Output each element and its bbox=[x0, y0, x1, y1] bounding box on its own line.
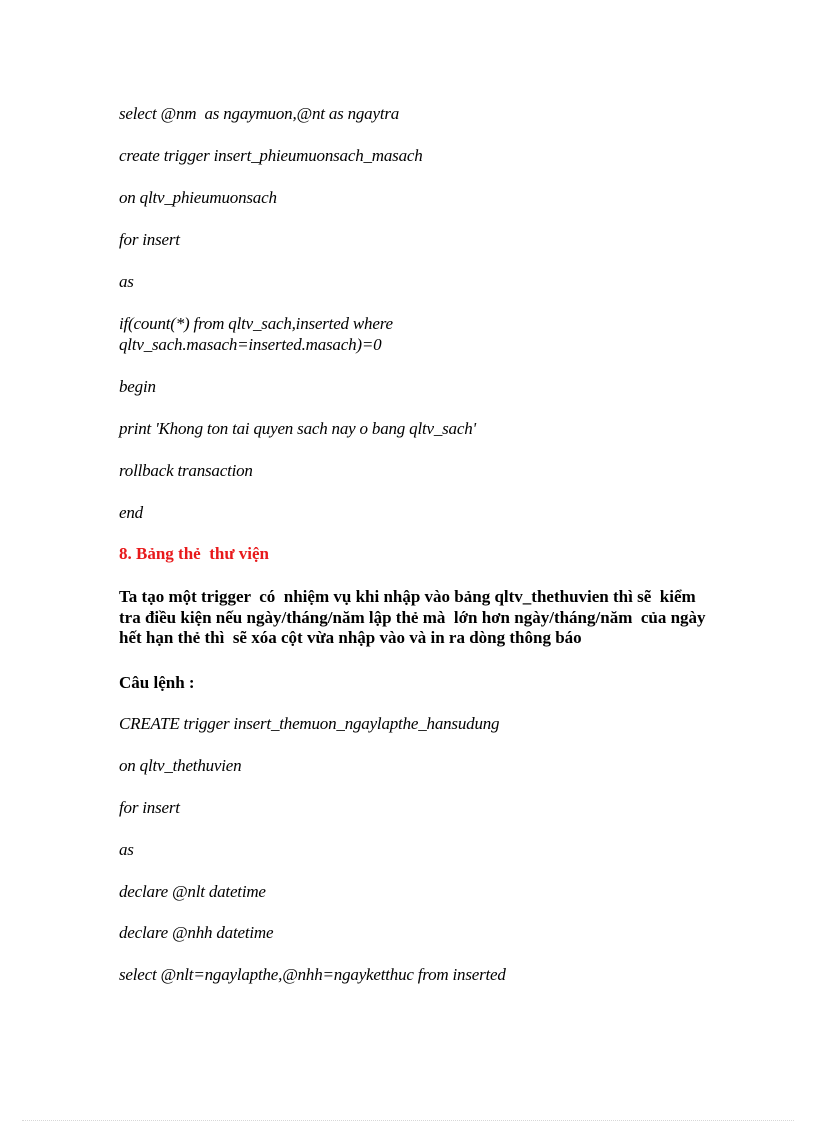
code-line: create trigger insert_phieumuonsach_masach bbox=[119, 146, 423, 165]
code-line: print 'Khong ton tai quyen sach nay o bang qltv_sach' bbox=[119, 419, 476, 438]
code-line: on qltv_thethuvien bbox=[119, 756, 242, 775]
paragraph-line: hết hạn thẻ thì sẽ xóa cột vừa nhập vào và in ra dòng thông báo bbox=[119, 628, 582, 647]
code-line: declare @nhh datetime bbox=[119, 923, 274, 942]
code-line: for insert bbox=[119, 230, 180, 249]
page-bottom-rule bbox=[22, 1120, 794, 1121]
code-line: on qltv_phieumuonsach bbox=[119, 188, 277, 207]
code-line: select @nlt=ngaylapthe,@nhh=ngayketthuc from inserted bbox=[119, 965, 506, 984]
code-line: begin bbox=[119, 377, 156, 396]
section-paragraph bbox=[119, 587, 706, 649]
code-line: qltv_sach.masach=inserted.masach)=0 bbox=[119, 335, 382, 354]
paragraph-line: tra điều kiện nếu ngày/tháng/năm lập thẻ mà lớn hơn ngày/tháng/năm của ngày bbox=[119, 607, 706, 627]
code-line: as bbox=[119, 840, 134, 859]
code-line: for insert bbox=[119, 798, 180, 817]
paragraph-line: Ta tạo một trigger có nhiệm vụ khi nhập vào bảng qltv_thethuvien thì sẽ kiểm bbox=[119, 587, 696, 606]
section-heading: 8. Bảng thẻ thư viện bbox=[119, 544, 269, 563]
code-line: CREATE trigger insert_themuon_ngaylapthe_hansudung bbox=[119, 714, 500, 733]
statement-label: Câu lệnh : bbox=[119, 673, 195, 692]
code-line: select @nm as ngaymuon,@nt as ngaytra bbox=[119, 104, 400, 123]
code-line: end bbox=[119, 503, 143, 522]
code-line: if(count(*) from qltv_sach,inserted where bbox=[119, 314, 393, 333]
code-line: declare @nlt datetime bbox=[119, 882, 266, 901]
code-line: as bbox=[119, 272, 134, 291]
code-line: rollback transaction bbox=[119, 461, 253, 480]
